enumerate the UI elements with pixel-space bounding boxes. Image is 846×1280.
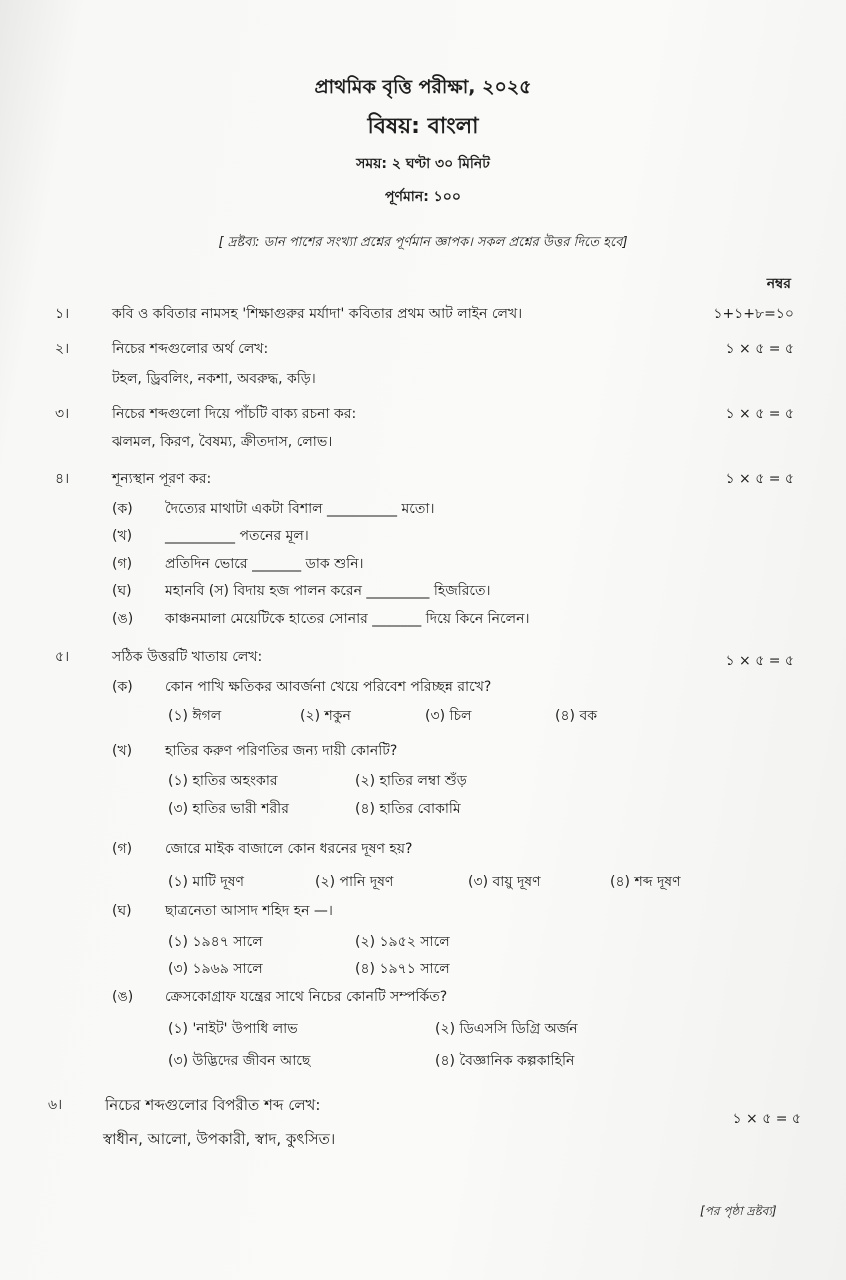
mcq-option: (২) ১৯৫২ সালে [355,934,450,950]
mcq-option: (৩) বায়ু দূষণ [468,874,541,890]
question-text: নিচের শব্দগুলোর বিপরীত শব্দ লেখ: [105,1096,321,1114]
item-label: (ঙ) [112,989,134,1005]
question-marks: ১ × ৫ = ৫ [732,1111,801,1127]
fill-blank-item: __________ পতনের মূল। [165,528,309,544]
mcq-option: (৪) বৈজ্ঞানিক কল্পকাহিনি [435,1053,575,1069]
question-number: ২। [55,341,70,357]
question-text: কবি ও কবিতার নামসহ 'শিক্ষাগুরুর মর্যাদা' কবিতার প্রথম আট লাইন লেখ। [112,306,523,322]
mcq-option: (১) ১৯৪৭ সালে [168,934,263,950]
mcq-option: (২) হাতির লম্বা শুঁড় [355,773,467,789]
full-marks: পূর্ণমান: ১০০ [385,189,461,205]
question-text: নিচের শব্দগুলোর অর্থ লেখ: [112,341,269,357]
mcq-option: (১) হাতির অহংকার [168,773,278,789]
item-label: (ক) [112,501,133,517]
mcq-question: হাতির করুণ পরিণতির জন্য দায়ী কোনটি? [165,743,398,759]
mcq-option: (৪) শব্দ দূষণ [610,874,681,890]
mcq-option: (৩) উদ্ভিদের জীবন আছে [168,1053,311,1069]
question-marks: ১ × ৫ = ৫ [725,341,794,357]
mcq-option: (৩) ১৯৬৯ সালে [168,961,263,977]
mcq-option: (৪) ১৯৭১ সালে [355,961,450,977]
question-marks: ১+১+৮=১০ [713,306,794,322]
mcq-question: কোন পাখি ক্ষতিকর আবর্জনা খেয়ে পরিবেশ পরিচ্ছন্ন রাখে? [165,679,492,695]
word-list: ঝলমল, কিরণ, বৈষম্য, ক্রীতদাস, লোভ। [112,434,333,450]
time: সময়: ২ ঘণ্টা ৩০ মিনিট [356,156,490,172]
fill-blank-item: কাঞ্চনমালা মেয়েটিকে হাতের সোনার _______ দিয়ে কিনে নিলেন। [165,611,530,627]
question-marks: ১ × ৫ = ৫ [725,471,794,487]
marks-header: নম্বর [766,276,791,292]
subject: বিষয়: বাংলা [367,114,479,139]
mcq-option: (১) 'নাইট' উপাধি লাভ [168,1021,298,1037]
item-label: (ক) [112,679,133,695]
exam-title: প্রাথমিক বৃত্তি পরীক্ষা, ২০২৫ [314,76,532,98]
question-number: ৪। [55,471,70,487]
question-number: ৩। [55,406,70,422]
question-number: ১। [55,306,70,322]
instruction-note: [ দ্রষ্টব্য: ডান পাশের সংখ্যা প্রশ্নের পূর্ণমান জ্ঞাপক। সকল প্রশ্নের উত্তর দিতে হবে] [218,235,628,250]
question-text: শূন্যস্থান পূরণ কর: [112,471,212,487]
mcq-option: (১) ঈগল [168,708,222,724]
fill-blank-item: দৈত্যের মাথাটা একটা বিশাল __________ মতো। [165,501,435,517]
mcq-option: (৪) বক [555,708,598,724]
item-label: (গ) [112,841,133,857]
item-label: (খ) [112,528,133,544]
item-label: (খ) [112,743,133,759]
word-list: টহল, ড্রিবলিং, নকশা, অবরুদ্ধ, কড়ি। [112,371,316,387]
item-label: (গ) [112,556,133,572]
question-marks: ১ × ৫ = ৫ [725,406,794,422]
question-text: সঠিক উত্তরটি খাতায় লেখ: [112,649,263,665]
question-number: ৬। [48,1097,63,1113]
item-label: (ঙ) [112,611,134,627]
mcq-question: জোরে মাইক বাজালে কোন ধরনের দূষণ হয়? [165,841,413,857]
question-text: নিচের শব্দগুলো দিয়ে পাঁচটি বাক্য রচনা কর: [112,406,357,422]
mcq-question: ক্রেসকোগ্রাফ যন্ত্রের সাথে নিচের কোনটি সম্পর্কিত? [165,989,448,1005]
item-label: (ঘ) [112,903,132,919]
question-number: ৫। [55,649,70,665]
fill-blank-item: মহানবি (স) বিদায় হজ পালন করেন _________ হিজরিতে। [165,583,491,599]
next-page-note: [পর পৃষ্ঠা দ্রষ্টব্য] [700,1204,777,1218]
mcq-option: (২) শকুন [300,708,351,724]
mcq-option: (৪) হাতির বোকামি [355,801,461,817]
word-list: স্বাধীন, আলো, উপকারী, স্বাদ, কুৎসিত। [103,1130,336,1148]
mcq-option: (৩) চিল [425,708,472,724]
mcq-option: (২) ডিএসসি ডিগ্রি অর্জন [435,1021,578,1037]
item-label: (ঘ) [112,583,132,599]
mcq-question: ছাত্রনেতা আসাদ শহিদ হন —। [165,903,333,919]
mcq-option: (৩) হাতির ভারী শরীর [168,801,289,817]
mcq-option: (২) পানি দূষণ [315,874,394,890]
mcq-option: (১) মাটি দূষণ [168,874,244,890]
question-marks: ১ × ৫ = ৫ [725,653,794,669]
fill-blank-item: প্রতিদিন ভোরে _______ ডাক শুনি। [165,556,364,572]
